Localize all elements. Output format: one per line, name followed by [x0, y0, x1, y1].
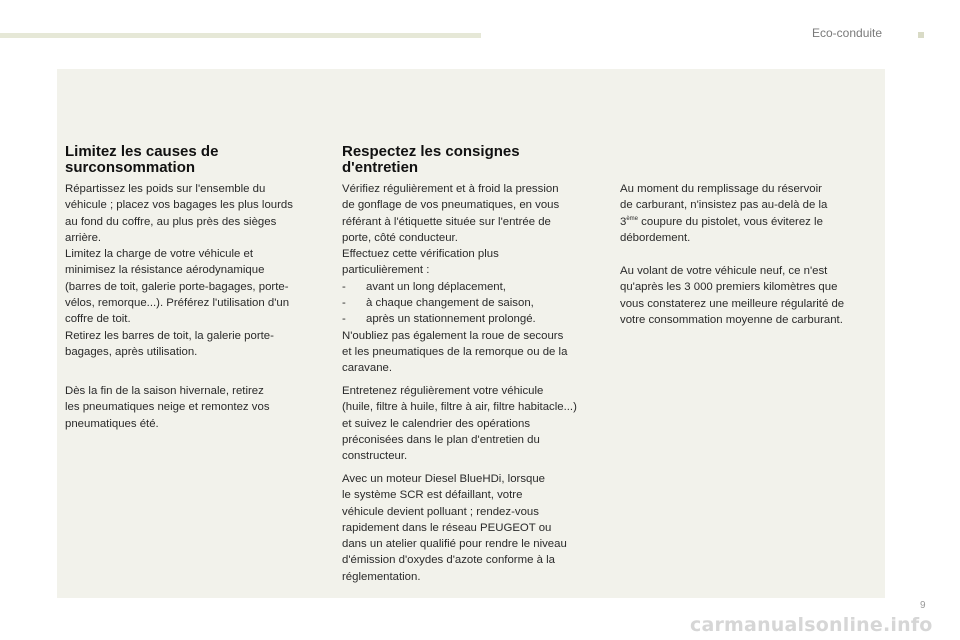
paragraph-winter-tyres: [65, 383, 325, 432]
heading-consumption: [65, 144, 325, 176]
heading-line: d'entretien: [342, 159, 419, 176]
paragraph-refuelling: [620, 181, 880, 246]
text-line: coffre de toit.: [65, 313, 131, 326]
list-item-text: avant un long déplacement,: [366, 280, 506, 293]
list-item: [342, 279, 607, 295]
ordinal-suffix: ème: [626, 215, 639, 222]
text-line: Effectuez cette vérification plus: [342, 248, 499, 261]
text-line: débordement.: [620, 231, 691, 244]
text-line: préconisées dans le plan d'entretien du: [342, 433, 540, 446]
heading-maintenance: [342, 144, 607, 176]
text-line: de carburant, n'insistez pas au-delà de la: [620, 199, 828, 212]
text-line: rapidement dans le réseau PEUGEOT ou: [342, 521, 552, 534]
text-fragment: coupure du pistolet, vous éviterez le: [638, 215, 823, 228]
text-line: [620, 214, 880, 230]
section-marker: [918, 32, 924, 38]
text-line: dans un atelier qualifié pour rendre le niveau: [342, 538, 567, 551]
text-line: votre consommation moyenne de carburant.: [620, 313, 843, 326]
text-line: Limitez la charge de votre véhicule et: [65, 248, 254, 261]
page-number: 9: [920, 600, 926, 611]
text-line: (barres de toit, galerie porte-bagages, porte-: [65, 280, 289, 293]
content-panel: [57, 69, 885, 598]
text-line: Vérifiez régulièrement et à froid la pression: [342, 183, 559, 195]
paragraph-load: [65, 181, 325, 360]
heading-line: surconsommation: [65, 159, 196, 176]
text-line: et les pneumatiques de la remorque ou de la: [342, 345, 568, 358]
list-dash: -: [342, 280, 346, 293]
text-line: d'émission d'oxydes d'azote conforme à la: [342, 554, 555, 567]
text-line: Retirez les barres de toit, la galerie porte-: [65, 329, 274, 342]
list-item: [342, 295, 607, 311]
ordinal-number: 3: [620, 215, 627, 228]
text-line: particulièrement :: [342, 264, 430, 277]
section-title: Eco-conduite: [812, 26, 883, 40]
text-line: Au moment du remplissage du réservoir: [620, 183, 822, 195]
text-line: N'oubliez pas également la roue de secours: [342, 329, 564, 342]
header-rule: [0, 33, 481, 38]
text-line: Entretenez régulièrement votre véhicule: [342, 385, 544, 397]
text-line: porte, côté conducteur.: [342, 231, 458, 244]
text-line: constructeur.: [342, 450, 408, 463]
paragraph-servicing: [342, 383, 612, 464]
text-line: les pneumatiques neige et remontez vos: [65, 401, 270, 414]
heading-line: Limitez les causes de: [65, 143, 219, 160]
list-dash: -: [342, 313, 346, 326]
text-line: référant à l'étiquette située sur l'entrée de: [342, 215, 551, 228]
text-line: Avec un moteur Diesel BlueHDi, lorsque: [342, 473, 546, 485]
text-line: et suivez le calendrier des opérations: [342, 417, 531, 430]
list-item-text: après un stationnement prolongé.: [366, 313, 536, 326]
text-line: Au volant de votre véhicule neuf, ce n'est: [620, 265, 828, 277]
text-line: pneumatiques été.: [65, 417, 159, 430]
text-line: minimisez la résistance aérodynamique: [65, 264, 265, 277]
text-line: Dès la fin de la saison hivernale, retirez: [65, 385, 264, 397]
text-line: Répartissez les poids sur l'ensemble du: [65, 183, 266, 195]
text-line: de gonflage de vos pneumatiques, en vous: [342, 199, 560, 212]
text-line: bagages, après utilisation.: [65, 345, 198, 358]
watermark: carmanualsonline.info: [690, 614, 933, 636]
text-line: véhicule ; placez vos bagages les plus lourds: [65, 199, 293, 212]
list-item-text: à chaque changement de saison,: [366, 297, 534, 310]
paragraph-bluehdi: [342, 471, 607, 585]
paragraph-new-vehicle: [620, 263, 885, 328]
text-line: vous constaterez une meilleure régularité de: [620, 297, 845, 310]
text-line: (huile, filtre à huile, filtre à air, filtre habitacle...): [342, 401, 577, 414]
text-line: caravane.: [342, 362, 393, 375]
list-item: [342, 311, 607, 327]
text-line: vélos, remorque...). Préférez l'utilisation d'un: [65, 297, 290, 310]
text-line: arrière.: [65, 231, 102, 244]
list-dash: -: [342, 297, 346, 310]
text-line: véhicule devient polluant ; rendez-vous: [342, 505, 539, 518]
text-line: qu'après les 3 000 premiers kilomètres que: [620, 281, 838, 294]
paragraph-tyre-pressure: [342, 181, 607, 377]
text-line: réglementation.: [342, 570, 421, 583]
text-line: au fond du coffre, au plus près des sièges: [65, 215, 277, 228]
text-line: le système SCR est défaillant, votre: [342, 489, 523, 502]
heading-line: Respectez les consignes: [342, 143, 520, 160]
